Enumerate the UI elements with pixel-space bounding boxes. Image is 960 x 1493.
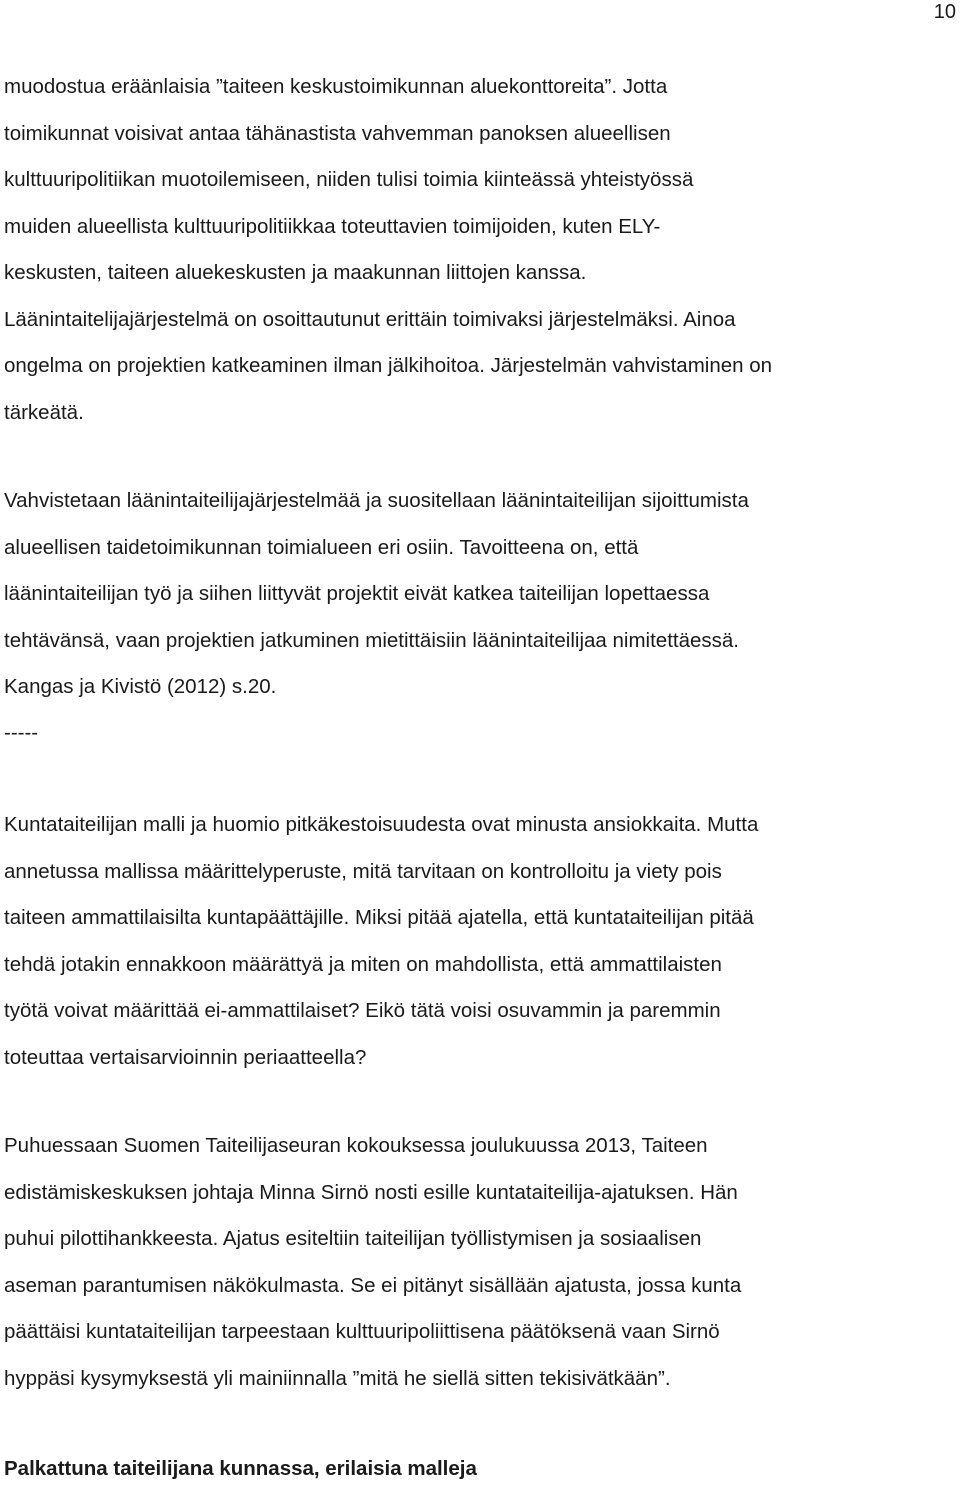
text-line: tehtävänsä, vaan projektien jatkuminen mietittäisiin läänintaiteilijaa nimitettäessä. [4, 628, 739, 652]
paragraph-recommendation [4, 478, 956, 711]
text-line: kulttuuripolitiikan muotoilemiseen, niiden tulisi toimia kiinteässä yhteistyössä [4, 168, 694, 191]
text-line: edistämiskeskuksen johtaja Minna Sirnö nosti esille kuntataiteilija-ajatuksen. Hän [4, 1180, 738, 1204]
text-line: puhui pilottihankkeesta. Ajatus esiteltiin taiteilijan työllistymisen ja sosiaalisen [4, 1227, 702, 1250]
text-line: työtä voivat määrittää ei-ammattilaiset? Eikö tätä voisi osuvammin ja paremmin [4, 999, 721, 1022]
text-line: Vahvistetaan läänintaiteilijajärjestelmää ja suositellaan läänintaiteilijan sijoittumista [4, 489, 749, 512]
page-number: 10 [933, 1, 956, 23]
text-line: tärkeätä. [4, 400, 84, 424]
text-line: muodostua eräänlaisia ”taiteen keskustoimikunnan aluekonttoreita”. Jotta [4, 75, 668, 98]
separator: ----- [4, 721, 39, 744]
paragraph-quote-regional-councils [4, 64, 956, 436]
text-line: taiteen ammattilaisilta kuntapäättäjille. Miksi pitää ajatella, että kuntataiteilijan pitää [4, 906, 754, 929]
text-line: muiden alueellista kulttuuripolitiikkaa toteuttavien toimijoiden, kuten ELY- [4, 214, 661, 238]
paragraph-meeting-report [4, 1123, 956, 1402]
text-line: Kuntataiteilijan malli ja huomio pitkäkestoisuudesta ovat minusta ansiokkaita. Mutta [4, 813, 759, 836]
text-line: keskusten, taiteen aluekeskusten ja maakunnan liittojen kanssa. [4, 261, 587, 284]
text-line: ongelma on projektien katkeaminen ilman jälkihoitoa. Järjestelmän vahvistaminen on [4, 354, 773, 377]
text-line: toteuttaa vertaisarvioinnin periaatteella? [4, 1045, 367, 1069]
paragraph-commentary [4, 802, 956, 1081]
text-line: Läänintaitelijajärjestelmä on osoittautunut erittäin toimivaksi järjestelmäksi. Ainoa [4, 307, 736, 331]
text-line: läänintaiteilijan työ ja siihen liittyvät projektit eivät katkea taiteilijan lopettaessa [4, 582, 710, 605]
text-line: aseman parantumisen näkökulmasta. Se ei pitänyt sisällään ajatusta, jossa kunta [4, 1273, 742, 1297]
text-line: Puhuessaan Suomen Taiteilijaseuran kokouksessa joulukuussa 2013, Taiteen [4, 1134, 708, 1157]
citation-line: Kangas ja Kivistö (2012) s.20. [4, 675, 277, 698]
section-heading: Palkattuna taiteilijana kunnassa, erilaisia malleja [4, 1457, 477, 1480]
text-line: tehdä jotakin ennakkoon määrättyä ja miten on mahdollista, että ammattilaisten [4, 952, 722, 976]
text-line: annetussa mallissa määrittelyperuste, mitä tarvitaan on kontrolloitu ja viety pois [4, 859, 722, 883]
text-line: alueellisen taidetoimikunnan toimialueen eri osiin. Tavoitteena on, että [4, 535, 639, 559]
text-line: päättäisi kuntataiteilijan tarpeestaan kulttuuripoliittisena päätöksenä vaan Sirnö [4, 1320, 720, 1343]
text-line: toimikunnat voisivat antaa tähänastista vahvemman panoksen alueellisen [4, 121, 671, 145]
text-line: hyppäsi kysymyksestä yli mainiinnalla ”mitä he siellä sitten tekisivätkään”. [4, 1366, 671, 1390]
